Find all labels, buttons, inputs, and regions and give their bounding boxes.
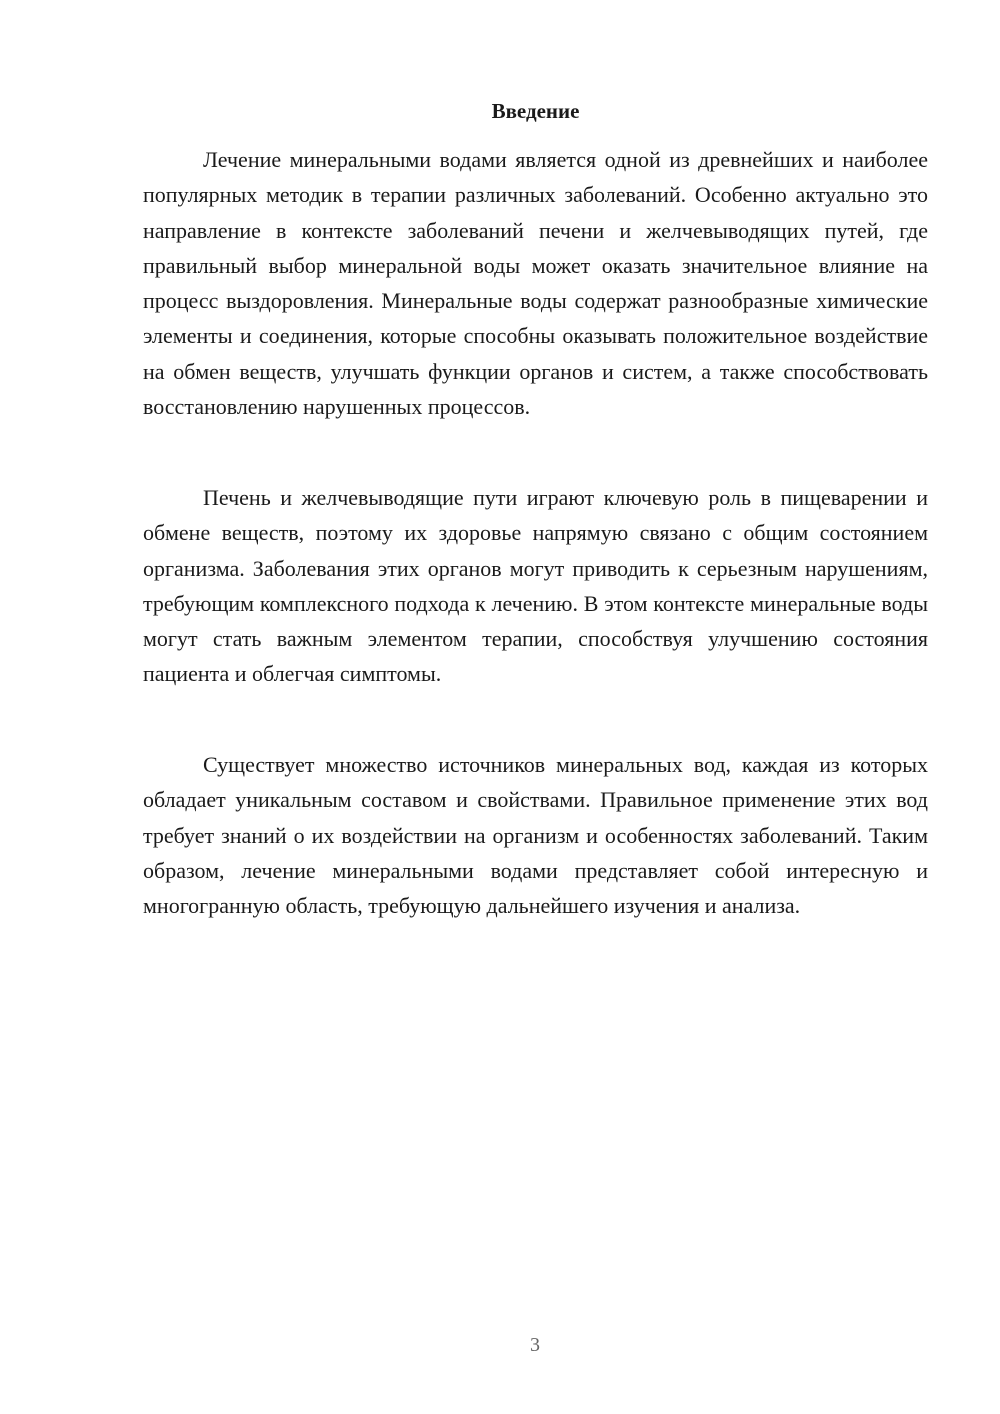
paragraph-1: Лечение минеральными водами является одной из древнейших и наиболее популярных методик в терапии различных заболеваний. Особенно актуально это направление в контексте заболеваний печени и желчевыводящих путей, где правильный выбор минеральной воды может оказать значительное влияние на процесс выздоровления. Минеральные воды содержат разнообразные химические элементы и соединения, которые способны оказывать положительное воздействие на обмен веществ, улучшать функции органов и систем, а также способствовать восстановлению нарушенных процессов. (143, 147, 928, 420)
paragraph-3: Существует множество источников минеральных вод, каждая из которых обладает уникальным составом и свойствами. Правильное применение этих вод требует знаний о их воздействии на организм и особенностях заболеваний. Таким образом, лечение минеральными водами представляет собой интересную и многогранную область, требующую дальнейшего изучения и анализа. (143, 752, 928, 919)
paragraph-2: Печень и желчевыводящие пути играют ключевую роль в пищеварении и обмене веществ, поэтому их здоровье напрямую связано с общим состоянием организма. Заболевания этих органов могут приводить к серьезным нарушениям, требующим комплексного подхода к лечению. В этом контексте минеральные воды могут стать важным элементом терапии, способствуя улучшению состояния пациента и облегчая симптомы. (143, 485, 928, 687)
page-number: 3 (530, 1334, 540, 1356)
section-heading: Введение (491, 99, 580, 123)
